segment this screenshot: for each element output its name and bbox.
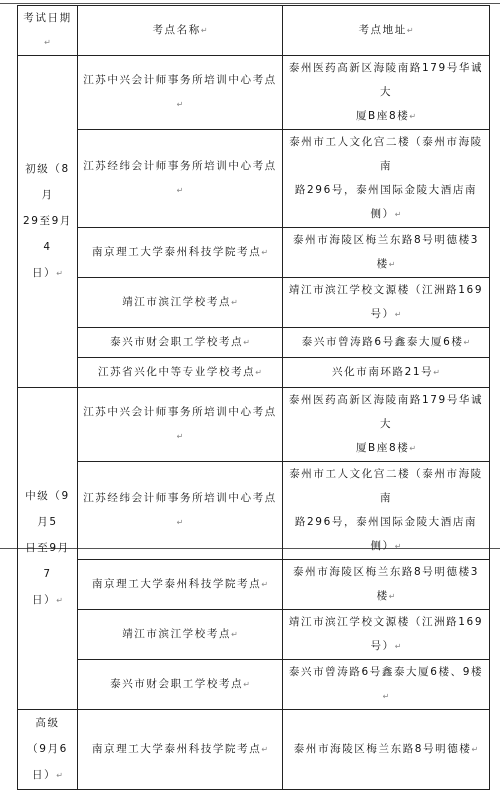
paragraph-mark-icon: ↵ [471,745,479,754]
venue-name: 南京理工大学泰州科技学院考点 [91,743,262,755]
table-row [18,278,490,328]
venue-name-cell [78,462,283,560]
venue-name-cell [78,278,283,328]
header-venue-name: 考点名称↵ [78,6,283,56]
paragraph-mark-icon: ↵ [388,592,396,601]
venue-name-cell [78,358,283,388]
exam-period-line: 高级 [35,717,60,729]
paragraph-mark-icon: ↵ [409,112,417,121]
venue-address-cell [283,358,490,388]
venue-address-line: 泰州市海陵区梅兰东路8号明德楼3楼 [293,234,479,270]
table-row [18,56,490,130]
venue-address-line: 兴化市南环路21号 [332,366,434,378]
venue-address-line: 靖江市滨江学校文源楼（江洲路169号） [288,616,484,652]
venue-address-cell [283,130,490,228]
venue-address-line: 泰州医药高新区海陵南路179号华诚大 [288,62,484,98]
paragraph-mark-icon: ↵ [176,518,184,527]
venue-address-cell [283,388,490,462]
exam-period-line: 初级（8月 [25,163,70,201]
venue-address-line: 泰州市工人文化宫二楼（泰州市海陵南 [289,136,483,172]
venue-address-cell [283,560,490,610]
paragraph-mark-icon: ↵ [231,298,238,307]
venue-name-cell [78,388,283,462]
exam-period-intermediate [18,388,78,710]
venue-address-line: 泰州市海陵区梅兰东路8号明德楼 [293,743,472,755]
venue-name-cell [78,610,283,660]
table-header-row [18,6,490,56]
table-row [18,328,490,358]
exam-period-line: 日） [32,594,57,606]
exam-period-line: 日） [32,267,57,279]
venue-name: 南京理工大学泰州科技学院考点 [91,578,262,590]
exam-period-line: 中级（9月5 [25,490,70,528]
table-row [18,462,490,560]
paragraph-mark-icon: ↵ [243,680,250,689]
exam-period-line: （9月6日） [27,743,68,781]
paragraph-mark-icon: ↵ [463,338,471,347]
venue-address-line: 厦B座8楼 [355,442,410,454]
venue-name: 靖江市滨江学校考点 [122,296,232,308]
venue-address-cell [283,660,490,710]
paragraph-mark-icon: ↵ [433,368,440,377]
paragraph-mark-icon: ↵ [56,596,63,605]
venue-name-cell [78,228,283,278]
paragraph-mark-icon: ↵ [231,630,238,639]
venue-address-cell [283,56,490,130]
exam-period-line: 日至9月7 [25,542,70,580]
venue-address-cell [283,710,490,790]
table-row [18,560,490,610]
venue-address-cell [283,328,490,358]
paragraph-mark-icon: ↵ [394,210,402,219]
table-row [18,710,490,790]
paragraph-mark-icon: ↵ [394,642,402,651]
venue-name: 泰兴市财会职工学校考点 [110,336,244,348]
venue-address-cell [283,278,490,328]
venue-address-line: 厦B座8楼 [355,110,410,122]
paragraph-mark-icon: ↵ [394,310,402,319]
paragraph-mark-icon: ↵ [255,368,262,377]
venue-name-cell [78,56,283,130]
venue-name-cell [78,130,283,228]
table-row [18,358,490,388]
venue-address-line: 靖江市滨江学校文源楼（江洲路169号） [288,284,484,320]
exam-period-junior [18,56,78,388]
paragraph-mark-icon: ↵ [261,248,269,257]
table-row [18,228,490,278]
paragraph-mark-icon: ↵ [243,338,250,347]
table-row [18,610,490,660]
table-row [18,388,490,462]
venue-address-line: 路296号，泰州国际金陵大酒店南侧） [294,516,478,552]
paragraph-mark-icon: ↵ [176,100,184,109]
paragraph-mark-icon: ↵ [56,269,63,278]
venue-name-cell [78,560,283,610]
venue-address-line: 泰兴市曾涛路6号鑫泰大厦6楼 [301,336,464,348]
venue-address-cell [283,462,490,560]
paragraph-mark-icon: ↵ [176,432,184,441]
venue-name: 江苏经纬会计师事务所培训中心考点 [83,492,277,504]
venue-address-line: 泰兴市曾涛路6号鑫泰大厦6楼、9楼 [288,666,484,678]
venue-name: 南京理工大学泰州科技学院考点 [91,246,262,258]
venue-address-line: 泰州市海陵区梅兰东路8号明德楼3楼 [293,566,479,602]
venue-name-cell [78,660,283,710]
venue-address-line: 泰州市工人文化宫二楼（泰州市海陵南 [289,468,483,504]
paragraph-mark-icon: ↵ [56,771,63,780]
venue-name: 靖江市滨江学校考点 [122,628,232,640]
table-row [18,130,490,228]
exam-period-line: 29至9月4 [22,215,73,253]
venue-name: 泰兴市财会职工学校考点 [110,678,244,690]
venue-name: 江苏中兴会计师事务所培训中心考点 [83,406,277,418]
paragraph-mark-icon: ↵ [261,580,269,589]
venue-name: 江苏中兴会计师事务所培训中心考点 [83,74,277,86]
paragraph-mark-icon: ↵ [176,186,184,195]
venue-address-line: 路296号，泰州国际金陵大酒店南侧） [294,184,478,220]
paragraph-mark-icon: ↵ [394,542,402,551]
venue-name: 江苏省兴化中等专业学校考点 [97,366,256,378]
paragraph-mark-icon: ↵ [382,692,390,701]
header-venue-address: 考点地址↵ [283,6,490,56]
venue-address-cell [283,610,490,660]
venue-address-cell [283,228,490,278]
table-row [18,660,490,710]
header-exam-date: 考试日期↵ [18,6,78,56]
paragraph-mark-icon: ↵ [261,745,269,754]
venue-address-line: 泰州医药高新区海陵南路179号华诚大 [288,394,484,430]
paragraph-mark-icon: ↵ [388,260,396,269]
exam-period-senior [18,710,78,790]
paragraph-mark-icon: ↵ [409,444,417,453]
page-top-edge [0,3,500,4]
venue-name-cell [78,328,283,358]
exam-venue-table [17,5,490,790]
venue-name-cell [78,710,283,790]
venue-name: 江苏经纬会计师事务所培训中心考点 [83,160,277,172]
